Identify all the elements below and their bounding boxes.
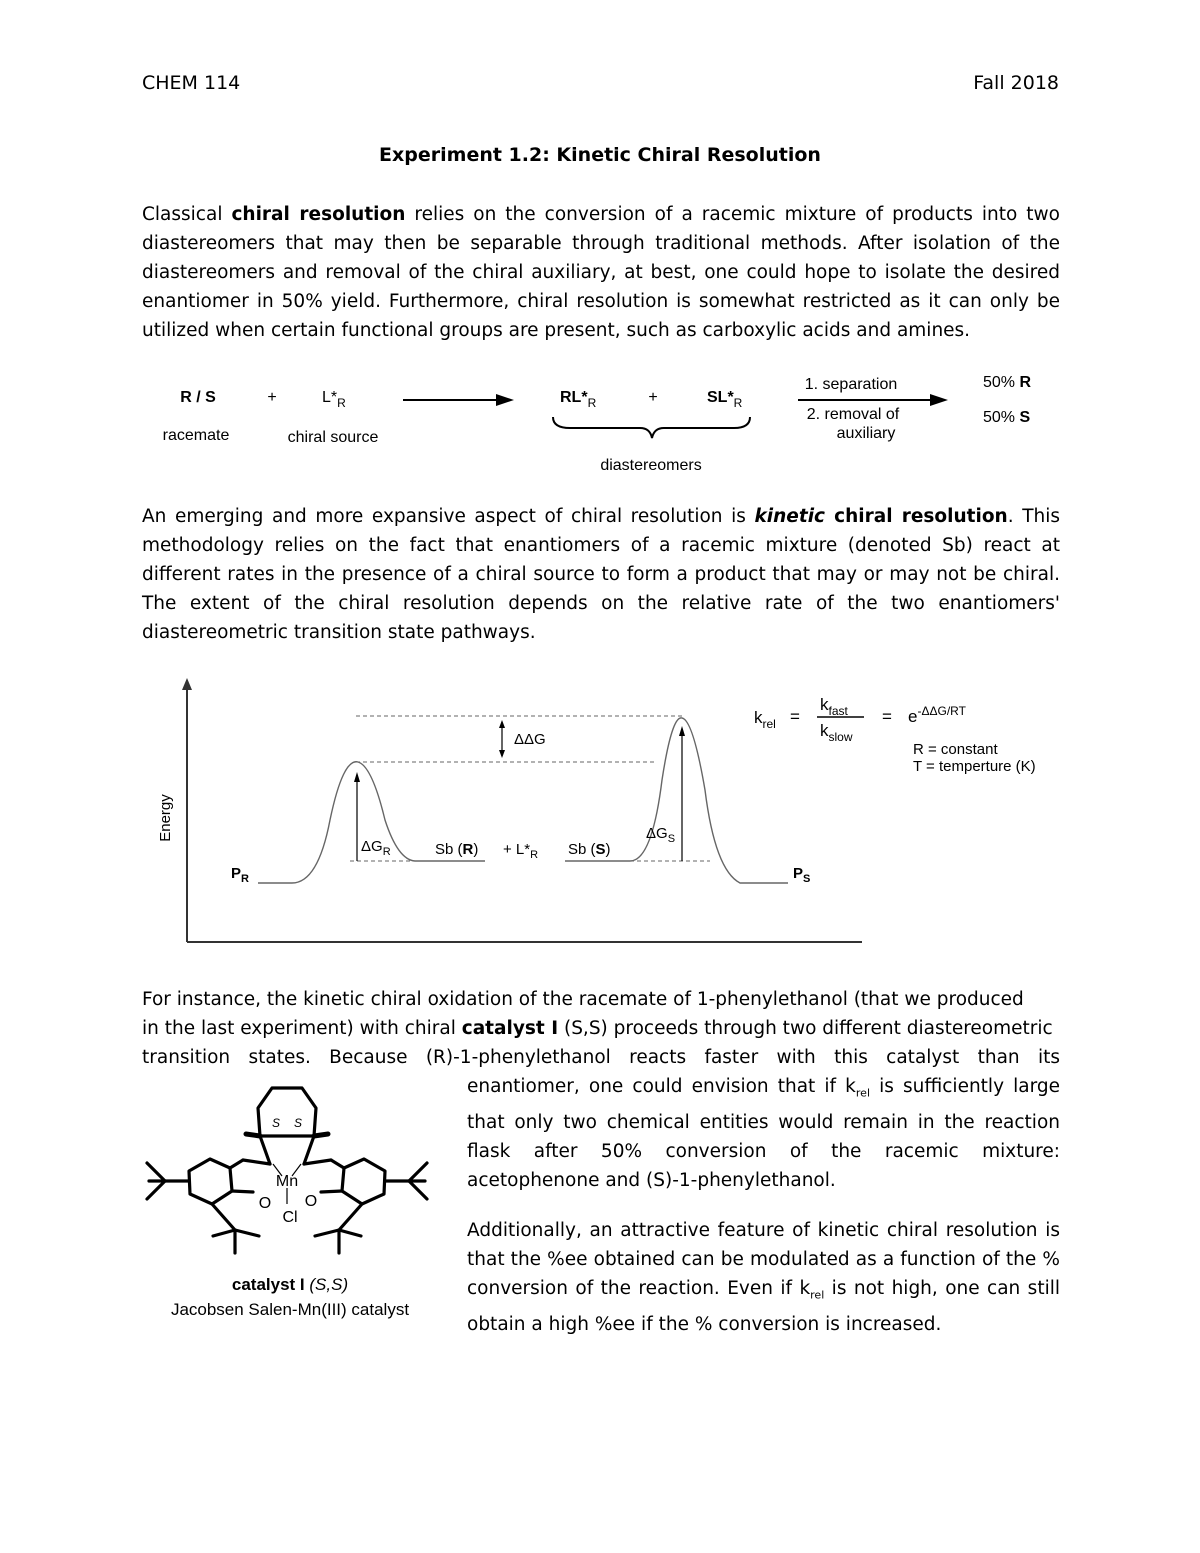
arrow-head-2	[930, 394, 948, 406]
ddg-arrow-down	[499, 750, 505, 758]
o-atom-right: O	[304, 1193, 318, 1210]
dgr-label: $\Delta G_R$	[361, 838, 391, 858]
ddg-label: ΔΔG	[514, 731, 546, 748]
arrow-head	[496, 394, 514, 406]
krel-label: $k_{rel}$	[754, 708, 776, 731]
ps-label: $P_S$	[793, 865, 811, 885]
intro-paragraph: Classical chiral resolution relies on the conversion of a racemic mixture of products into two diastereomers that may then be separable through traditional methods. After isolation of the diastereomers and removal of the chiral auxiliary, at best, one could hope to isolate the desired enantiomer in 50% yield. Furthermore, chiral resolution is somewhat restricted as it can only be utilized when certain functional groups are present, such as carboxylic acids and amines.	[142, 204, 1060, 341]
racemate-formula: R / S	[180, 389, 216, 406]
dgr-arrow	[354, 772, 360, 782]
catalyst-structure	[135, 1078, 445, 1273]
ddg-arrow-up	[499, 720, 505, 728]
stereo-s-right: S	[293, 1116, 303, 1130]
chiral-source-formula: $L*_R$	[322, 389, 346, 410]
kfast-label: $k_{fast}$	[820, 695, 848, 718]
diastereomer-2: $SL*_R$	[707, 389, 743, 410]
diastereomer-1: $RL*_R$	[560, 389, 597, 410]
mn-atom: Mn	[275, 1173, 299, 1190]
exp-label: $e^{-\Delta\Delta G/RT}$	[908, 704, 966, 726]
curve-r	[258, 762, 485, 883]
dgs-arrow	[679, 726, 685, 736]
t-constant: T = temperture (K)	[913, 758, 1036, 775]
kinetic-outcome-paragraph: enantiomer, one could envision that if $k_{rel}$ is sufficiently large that only two chemical entities would remain in the reaction flask after 50% conversion of the racemic mixture: acetophenone and (S)-1-phenylethanol.	[467, 1076, 1061, 1191]
course-label: CHEM 114	[142, 72, 241, 94]
ee-paragraph: Additionally, an attractive feature of kinetic chiral resolution is that the %ee obtained can be modulated as a function of the % conversion of the reaction. Even if $k_{rel}$ is not high, one can still obtain a high %ee if the % conversion is increased.	[467, 1220, 1060, 1335]
catalyst-caption: catalyst I (S,S)	[231, 1275, 349, 1294]
sb-r-label: Sb (R)	[435, 841, 479, 858]
outcome-s: 50% S	[983, 409, 1031, 426]
resolution-scheme	[0, 360, 1200, 480]
page-title: Experiment 1.2: Kinetic Chiral Resolution	[379, 144, 821, 166]
oxidation-line-1: For instance, the kinetic chiral oxidation of the racemate of 1-phenylethanol (that we produced	[142, 989, 1024, 1010]
left-arene	[189, 1159, 232, 1204]
equals-2: =	[882, 707, 892, 726]
dgs-label: $\Delta G_S$	[646, 825, 676, 845]
cyclohexane-ring	[258, 1088, 316, 1136]
brace	[553, 417, 750, 438]
plus-sign: +	[267, 389, 277, 406]
y-axis-label: Energy	[157, 794, 174, 842]
step-2b: auxiliary	[836, 425, 896, 442]
curve-s	[565, 718, 788, 883]
kslow-label: $k_{slow}$	[820, 721, 853, 744]
step-2a: 2. removal of	[806, 406, 900, 423]
plus-l-label: + $L*_R$	[503, 841, 539, 861]
oxidation-line-3: transition states. Because (R)-1-phenylethanol reacts faster with this catalyst than its	[142, 1047, 1060, 1068]
step-1: 1. separation	[804, 376, 898, 393]
stereo-s-left: S	[271, 1116, 281, 1130]
racemate-label: racemate	[162, 427, 230, 444]
diastereomers-label: diastereomers	[600, 457, 702, 474]
o-atom-left: O	[258, 1195, 272, 1212]
sb-s-label: Sb (S)	[568, 841, 611, 858]
term-label: Fall 2018	[973, 72, 1059, 94]
outcome-r: 50% R	[983, 374, 1032, 391]
right-arene	[342, 1159, 385, 1204]
pr-label: $P_R$	[231, 865, 249, 885]
energy-diagram	[0, 670, 1200, 960]
y-axis-arrow	[182, 678, 192, 690]
catalyst-caption-2: Jacobsen Salen-Mn(III) catalyst	[170, 1300, 410, 1319]
r-constant: R = constant	[913, 741, 998, 758]
kinetic-paragraph: An emerging and more expansive aspect of chiral resolution is kinetic chiral resolution. This methodology relies on the fact that enantiomers of a racemic mixture (denoted Sb) react at different rates in the presence of a chiral source to form a product that may or may not be chiral. The extent of the chiral resolution depends on the relative rate of the two enantiomers' diastereometric transition state pathways.	[142, 506, 1060, 643]
cl-atom: Cl	[282, 1209, 298, 1226]
equals-1: =	[790, 707, 800, 726]
oxidation-line-2: in the last experiment) with chiral catalyst I (S,S) proceeds through two different diastereometric	[142, 1018, 1053, 1039]
plus-sign-2: +	[648, 389, 658, 406]
chiral-source-label: chiral source	[287, 429, 379, 446]
